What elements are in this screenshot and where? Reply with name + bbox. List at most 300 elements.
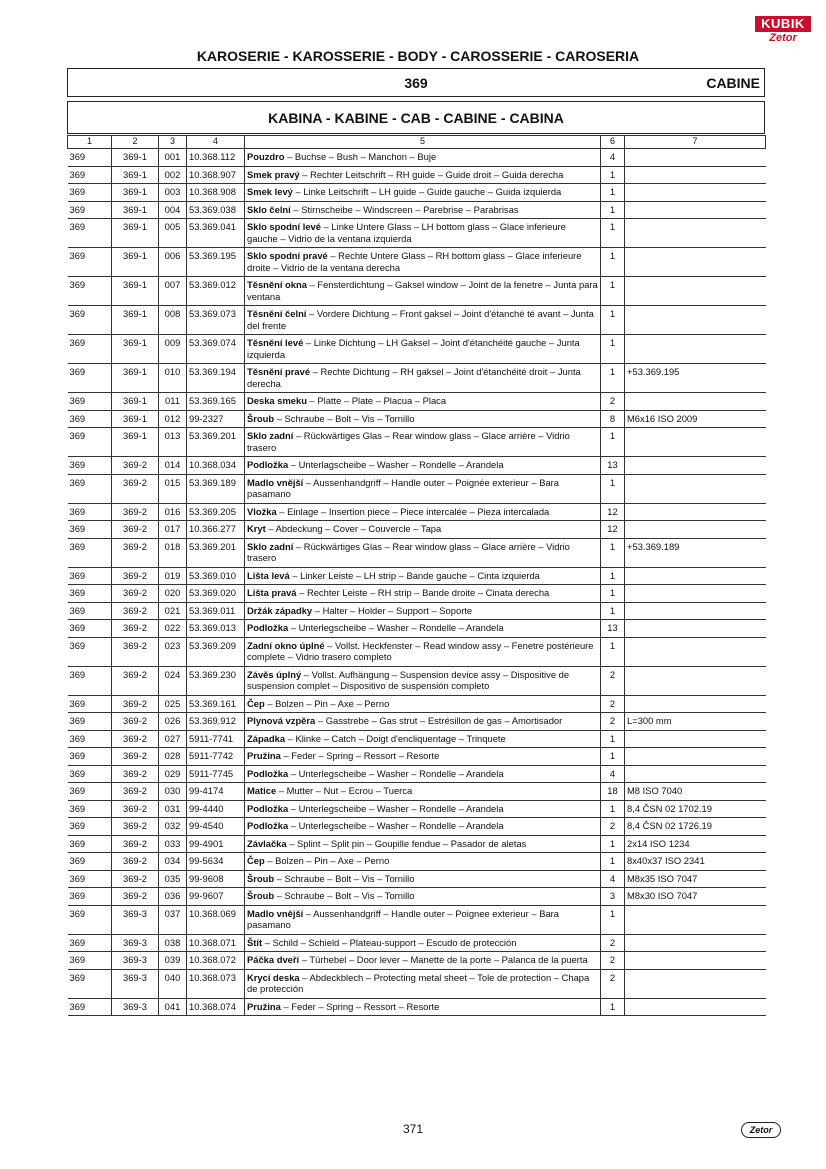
table-cell: 369: [68, 277, 112, 306]
table-cell: Podložka – Unterlagscheibe – Washer – Rondelle – Arandela: [245, 457, 601, 475]
table-cell: [625, 457, 766, 475]
table-cell: 5911-7745: [187, 765, 245, 783]
table-cell: Vložka – Einlage – Insertion piece – Piece intercalée – Pieza intercalada: [245, 503, 601, 521]
table-cell: Čep – Bolzen – Pin – Axe – Perno: [245, 853, 601, 871]
table-row: [68, 428, 766, 457]
table-cell: 369: [68, 335, 112, 364]
table-cell: 99-4540: [187, 818, 245, 836]
table-cell: 1: [601, 835, 625, 853]
table-cell: 18: [601, 783, 625, 801]
table-cell: 369-1: [112, 306, 159, 335]
table-cell: 020: [159, 585, 187, 603]
table-cell: 369: [68, 765, 112, 783]
table-cell: 024: [159, 666, 187, 695]
table-cell: 369: [68, 602, 112, 620]
column-header: 3: [159, 136, 187, 149]
table-cell: 8: [601, 410, 625, 428]
table-cell: 032: [159, 818, 187, 836]
table-cell: [625, 748, 766, 766]
table-cell: [625, 567, 766, 585]
table-cell: Šroub – Schraube – Bolt – Vis – Tornillo: [245, 888, 601, 906]
table-cell: 030: [159, 783, 187, 801]
table-cell: 369-1: [112, 364, 159, 393]
column-header: 5: [245, 136, 601, 149]
table-cell: 369-2: [112, 666, 159, 695]
table-cell: Podložka – Unterlegscheibe – Washer – Rondelle – Arandela: [245, 818, 601, 836]
table-cell: 1: [601, 730, 625, 748]
table-cell: 013: [159, 428, 187, 457]
table-cell: 1: [601, 853, 625, 871]
table-cell: 369: [68, 969, 112, 998]
table-cell: Lišta levá – Linker Leiste – LH strip – Bande gauche – Cinta izquierda: [245, 567, 601, 585]
table-cell: 369-2: [112, 748, 159, 766]
table-cell: 369-2: [112, 503, 159, 521]
table-cell: 369-1: [112, 335, 159, 364]
table-cell: 1: [601, 335, 625, 364]
table-cell: 369: [68, 585, 112, 603]
table-cell: Krycí deska – Abdeckblech – Protecting metal sheet – Tole de protection – Chapa de protección: [245, 969, 601, 998]
table-cell: 369-1: [112, 201, 159, 219]
table-cell: Kryt – Abdeckung – Cover – Couvercle – Tapa: [245, 521, 601, 539]
table-cell: [625, 905, 766, 934]
table-row: [68, 853, 766, 871]
table-row: [68, 585, 766, 603]
table-cell: 369: [68, 905, 112, 934]
table-cell: Podložka – Unterlegscheibe – Washer – Rondelle – Arandela: [245, 800, 601, 818]
table-cell: 53.369.011: [187, 602, 245, 620]
table-cell: 369-1: [112, 428, 159, 457]
table-cell: 035: [159, 870, 187, 888]
table-cell: 10.368.069: [187, 905, 245, 934]
table-cell: Čep – Bolzen – Pin – Axe – Perno: [245, 695, 601, 713]
table-cell: 1: [601, 364, 625, 393]
table-cell: 53.369.161: [187, 695, 245, 713]
table-row: [68, 335, 766, 364]
table-cell: Podložka – Unterlegscheibe – Washer – Rondelle – Arandela: [245, 765, 601, 783]
table-cell: Madlo vnější – Aussenhandgriff – Handle outer – Poignée exterieur – Bara pasamano: [245, 474, 601, 503]
table-cell: 009: [159, 335, 187, 364]
table-cell: [625, 248, 766, 277]
section-header: [67, 101, 765, 134]
table-cell: [625, 503, 766, 521]
zetor-footer-logo: Zetor: [741, 1122, 781, 1138]
table-row: [68, 602, 766, 620]
table-cell: 53.369.194: [187, 364, 245, 393]
table-cell: 53.369.189: [187, 474, 245, 503]
table-cell: [625, 521, 766, 539]
table-cell: 99-2327: [187, 410, 245, 428]
table-cell: Západka – Klinke – Catch – Doigt d'encliquentage – Trinquete: [245, 730, 601, 748]
table-cell: 3: [601, 888, 625, 906]
table-cell: 10.368.074: [187, 998, 245, 1016]
table-cell: 369-2: [112, 538, 159, 567]
table-cell: Plynová vzpěra – Gasstrebe – Gas strut – Estrésillon de gas – Amortisador: [245, 713, 601, 731]
table-cell: 001: [159, 149, 187, 167]
table-cell: 53.369.912: [187, 713, 245, 731]
table-cell: 1: [601, 248, 625, 277]
table-cell: 4: [601, 149, 625, 167]
table-cell: Madlo vnější – Aussenhandgriff – Handle outer – Poignee exterieur – Bara pasamano: [245, 905, 601, 934]
table-cell: 10.368.034: [187, 457, 245, 475]
table-cell: 369: [68, 149, 112, 167]
table-cell: 369: [68, 166, 112, 184]
table-cell: 369: [68, 428, 112, 457]
table-cell: 1: [601, 184, 625, 202]
table-cell: 13: [601, 457, 625, 475]
table-cell: 369: [68, 748, 112, 766]
table-cell: 10.368.071: [187, 934, 245, 952]
table-cell: 1: [601, 998, 625, 1016]
table-cell: 1: [601, 428, 625, 457]
table-cell: 002: [159, 166, 187, 184]
table-cell: Lišta pravá – Rechter Leiste – RH strip – Bande droite – Cinata derecha: [245, 585, 601, 603]
table-row: [68, 620, 766, 638]
table-cell: [625, 166, 766, 184]
table-row: [68, 818, 766, 836]
table-cell: 039: [159, 952, 187, 970]
table-cell: 10.368.072: [187, 952, 245, 970]
table-cell: 2: [601, 952, 625, 970]
table-cell: 369: [68, 695, 112, 713]
table-cell: 369: [68, 888, 112, 906]
table-cell: 016: [159, 503, 187, 521]
table-cell: 8,4 ČSN 02 1726.19: [625, 818, 766, 836]
table-cell: 369-2: [112, 637, 159, 666]
table-cell: 1: [601, 277, 625, 306]
table-cell: 023: [159, 637, 187, 666]
table-cell: 1: [601, 166, 625, 184]
table-row: [68, 538, 766, 567]
table-cell: 369-2: [112, 474, 159, 503]
parts-table: [67, 135, 766, 1016]
column-header: 6: [601, 136, 625, 149]
table-cell: [625, 149, 766, 167]
table-cell: 99-9608: [187, 870, 245, 888]
table-row: [68, 166, 766, 184]
table-cell: 369-2: [112, 521, 159, 539]
table-cell: [625, 219, 766, 248]
table-row: [68, 457, 766, 475]
table-cell: [625, 998, 766, 1016]
logo-bottom: Zetor: [769, 32, 797, 44]
section-title: KABINA - KABINE - CAB - CABINE - CABINA: [268, 110, 564, 126]
table-cell: 1: [601, 602, 625, 620]
table-cell: 10.368.907: [187, 166, 245, 184]
table-cell: 369-3: [112, 969, 159, 998]
table-cell: 017: [159, 521, 187, 539]
table-cell: 4: [601, 765, 625, 783]
table-cell: [625, 969, 766, 998]
table-cell: 003: [159, 184, 187, 202]
table-cell: Sklo spodní levé – Linke Untere Glass – LH bottom glass – Glace inferieure gauche – Vidrio de la ventana izquierda: [245, 219, 601, 248]
column-header: 2: [112, 136, 159, 149]
table-cell: 53.369.230: [187, 666, 245, 695]
table-cell: 021: [159, 602, 187, 620]
table-cell: 99-4901: [187, 835, 245, 853]
table-row: [68, 783, 766, 801]
table-cell: 369: [68, 538, 112, 567]
table-cell: 53.369.038: [187, 201, 245, 219]
table-cell: 369-2: [112, 585, 159, 603]
table-cell: [625, 620, 766, 638]
table-cell: 369: [68, 457, 112, 475]
table-cell: 2: [601, 969, 625, 998]
table-row: [68, 364, 766, 393]
table-cell: Pouzdro – Buchse – Bush – Manchon – Buje: [245, 149, 601, 167]
table-cell: 369-3: [112, 934, 159, 952]
table-cell: 53.369.205: [187, 503, 245, 521]
table-cell: Smek levý – Linke Leitschrift – LH guide – Guide gauche – Guida izquierda: [245, 184, 601, 202]
table-cell: [625, 637, 766, 666]
table-cell: 015: [159, 474, 187, 503]
table-cell: [625, 602, 766, 620]
table-row: [68, 184, 766, 202]
table-cell: 369-2: [112, 783, 159, 801]
table-cell: 369: [68, 800, 112, 818]
table-cell: 369-3: [112, 998, 159, 1016]
table-cell: 4: [601, 870, 625, 888]
table-cell: Držák západky – Halter – Holder – Support – Soporte: [245, 602, 601, 620]
table-row: [68, 888, 766, 906]
table-cell: 007: [159, 277, 187, 306]
table-cell: 369-1: [112, 277, 159, 306]
table-cell: 369-2: [112, 695, 159, 713]
table-cell: 037: [159, 905, 187, 934]
column-header: 1: [68, 136, 112, 149]
table-cell: 369-2: [112, 765, 159, 783]
table-cell: Zadní okno úplné – Vollst. Heckfenster – Read window assy – Fenetre postérieure complete – Vidrio trasero completo: [245, 637, 601, 666]
table-cell: 028: [159, 748, 187, 766]
table-cell: 13: [601, 620, 625, 638]
table-cell: 1: [601, 585, 625, 603]
table-cell: 005: [159, 219, 187, 248]
table-row: [68, 248, 766, 277]
table-cell: 369: [68, 393, 112, 411]
group-header: [67, 68, 765, 97]
table-cell: Sklo zadní – Rückwärtiges Glas – Rear window glass – Glace arrière – Vidrio trasero: [245, 538, 601, 567]
table-cell: 369: [68, 219, 112, 248]
table-row: [68, 713, 766, 731]
table-cell: M6x16 ISO 2009: [625, 410, 766, 428]
table-cell: 038: [159, 934, 187, 952]
table-cell: [625, 306, 766, 335]
table-cell: 369-3: [112, 905, 159, 934]
table-cell: Deska smeku – Platte – Plate – Placua – Placa: [245, 393, 601, 411]
table-row: [68, 521, 766, 539]
table-cell: 1: [601, 567, 625, 585]
table-cell: Šroub – Schraube – Bolt – Vis – Tornillo: [245, 870, 601, 888]
table-cell: 369: [68, 818, 112, 836]
table-cell: M8 ISO 7040: [625, 783, 766, 801]
table-cell: 1: [601, 800, 625, 818]
table-cell: [625, 201, 766, 219]
column-header: 7: [625, 136, 766, 149]
table-cell: 040: [159, 969, 187, 998]
table-cell: [625, 666, 766, 695]
table-cell: L=300 mm: [625, 713, 766, 731]
column-header: 4: [187, 136, 245, 149]
table-cell: 034: [159, 853, 187, 871]
table-cell: 369: [68, 637, 112, 666]
table-cell: 2: [601, 695, 625, 713]
table-cell: 369-1: [112, 149, 159, 167]
table-cell: 2x14 ISO 1234: [625, 835, 766, 853]
table-cell: 369: [68, 201, 112, 219]
table-cell: 1: [601, 538, 625, 567]
table-cell: 2: [601, 934, 625, 952]
table-cell: Štít – Schild – Schield – Plateau-support – Escudo de protección: [245, 934, 601, 952]
table-cell: 025: [159, 695, 187, 713]
table-cell: 53.369.209: [187, 637, 245, 666]
page-title: KAROSERIE - KAROSSERIE - BODY - CAROSSERIE - CAROSERIA: [196, 48, 640, 64]
table-cell: Sklo spodní pravé – Rechte Untere Glass – RH bottom glass – Glace inferieure droite – Vidrio de la ventana derecha: [245, 248, 601, 277]
table-cell: 369-2: [112, 888, 159, 906]
table-row: [68, 800, 766, 818]
table-cell: 12: [601, 503, 625, 521]
table-cell: 5911-7741: [187, 730, 245, 748]
table-cell: Šroub – Schraube – Bolt – Vis – Tornillo: [245, 410, 601, 428]
table-cell: Smek pravý – Rechter Leitschrift – RH guide – Guide droit – Guida derecha: [245, 166, 601, 184]
table-cell: Sklo zadní – Rückwärtiges Glas – Rear window glass – Glace arrière – Vidrio trasero: [245, 428, 601, 457]
table-header-row: [68, 136, 766, 149]
logo-top: KUBIK: [755, 16, 811, 32]
table-cell: Pružina – Feder – Spring – Ressort – Resorte: [245, 748, 601, 766]
table-cell: 99-4440: [187, 800, 245, 818]
table-cell: 1: [601, 474, 625, 503]
table-cell: 369-2: [112, 567, 159, 585]
table-cell: 369: [68, 184, 112, 202]
table-cell: 369: [68, 730, 112, 748]
table-cell: 369: [68, 934, 112, 952]
table-row: [68, 998, 766, 1016]
table-cell: Sklo čelní – Stirnscheibe – Windscreen – Parebrise – Parabrisas: [245, 201, 601, 219]
table-row: [68, 637, 766, 666]
table-cell: [625, 335, 766, 364]
table-cell: 012: [159, 410, 187, 428]
table-row: [68, 393, 766, 411]
table-cell: Páčka dveří – Türhebel – Door lever – Manette de la porte – Palanca de la puerta: [245, 952, 601, 970]
table-cell: 5911-7742: [187, 748, 245, 766]
table-cell: 53.369.012: [187, 277, 245, 306]
table-cell: 369: [68, 998, 112, 1016]
table-cell: 99-5634: [187, 853, 245, 871]
table-cell: [625, 184, 766, 202]
table-cell: 031: [159, 800, 187, 818]
table-cell: [625, 765, 766, 783]
table-cell: [625, 695, 766, 713]
table-cell: 036: [159, 888, 187, 906]
table-cell: 369-2: [112, 457, 159, 475]
table-cell: 53.369.201: [187, 538, 245, 567]
table-cell: 369-1: [112, 410, 159, 428]
table-cell: 10.368.073: [187, 969, 245, 998]
table-cell: 369-2: [112, 730, 159, 748]
table-cell: 027: [159, 730, 187, 748]
table-row: [68, 952, 766, 970]
table-cell: 033: [159, 835, 187, 853]
table-row: [68, 870, 766, 888]
group-label: CABINE: [706, 75, 760, 91]
table-cell: 2: [601, 393, 625, 411]
table-cell: 019: [159, 567, 187, 585]
table-row: [68, 219, 766, 248]
table-cell: 2: [601, 713, 625, 731]
table-cell: M8x30 ISO 7047: [625, 888, 766, 906]
table-cell: 12: [601, 521, 625, 539]
table-cell: 10.368.112: [187, 149, 245, 167]
table-cell: 029: [159, 765, 187, 783]
table-row: [68, 934, 766, 952]
table-row: [68, 149, 766, 167]
table-cell: 369-2: [112, 800, 159, 818]
table-cell: 1: [601, 637, 625, 666]
table-cell: 1: [601, 306, 625, 335]
table-cell: [625, 277, 766, 306]
group-number: 369: [404, 75, 428, 91]
table-cell: 369: [68, 474, 112, 503]
table-cell: 004: [159, 201, 187, 219]
table-cell: [625, 952, 766, 970]
table-row: [68, 474, 766, 503]
table-cell: 369-1: [112, 166, 159, 184]
table-cell: 53.369.041: [187, 219, 245, 248]
table-row: [68, 666, 766, 695]
table-cell: 010: [159, 364, 187, 393]
table-cell: 53.369.020: [187, 585, 245, 603]
table-cell: 369-2: [112, 835, 159, 853]
table-cell: 369: [68, 952, 112, 970]
table-cell: 369: [68, 248, 112, 277]
table-cell: 026: [159, 713, 187, 731]
table-cell: 369-2: [112, 713, 159, 731]
table-cell: 369: [68, 666, 112, 695]
kubik-zetor-logo: [755, 16, 811, 46]
table-row: [68, 748, 766, 766]
table-cell: M8x35 ISO 7047: [625, 870, 766, 888]
table-cell: Pružina – Feder – Spring – Ressort – Resorte: [245, 998, 601, 1016]
table-cell: 53.369.074: [187, 335, 245, 364]
table-cell: 369-2: [112, 853, 159, 871]
table-cell: 10.368.908: [187, 184, 245, 202]
table-row: [68, 410, 766, 428]
table-cell: 369: [68, 870, 112, 888]
table-cell: Těsnění levé – Linke Dichtung – LH Gaksel – Joint d'étanchéité gauche – Junta izquierda: [245, 335, 601, 364]
table-cell: 008: [159, 306, 187, 335]
table-cell: 369-1: [112, 184, 159, 202]
table-cell: Matice – Mutter – Nut – Ecrou – Tuerca: [245, 783, 601, 801]
table-cell: Podložka – Unterlegscheibe – Washer – Rondelle – Arandela: [245, 620, 601, 638]
table-row: [68, 695, 766, 713]
table-cell: 022: [159, 620, 187, 638]
table-cell: [625, 934, 766, 952]
table-cell: 011: [159, 393, 187, 411]
table-cell: 2: [601, 666, 625, 695]
table-cell: 53.369.013: [187, 620, 245, 638]
table-cell: 369-2: [112, 602, 159, 620]
table-cell: 8x40x37 ISO 2341: [625, 853, 766, 871]
table-cell: 99-4174: [187, 783, 245, 801]
table-row: [68, 905, 766, 934]
table-row: [68, 306, 766, 335]
table-cell: 369: [68, 567, 112, 585]
table-cell: 369: [68, 503, 112, 521]
table-cell: 369: [68, 620, 112, 638]
table-cell: +53.369.189: [625, 538, 766, 567]
table-cell: 041: [159, 998, 187, 1016]
table-cell: 369: [68, 306, 112, 335]
table-cell: 369: [68, 521, 112, 539]
table-cell: 018: [159, 538, 187, 567]
